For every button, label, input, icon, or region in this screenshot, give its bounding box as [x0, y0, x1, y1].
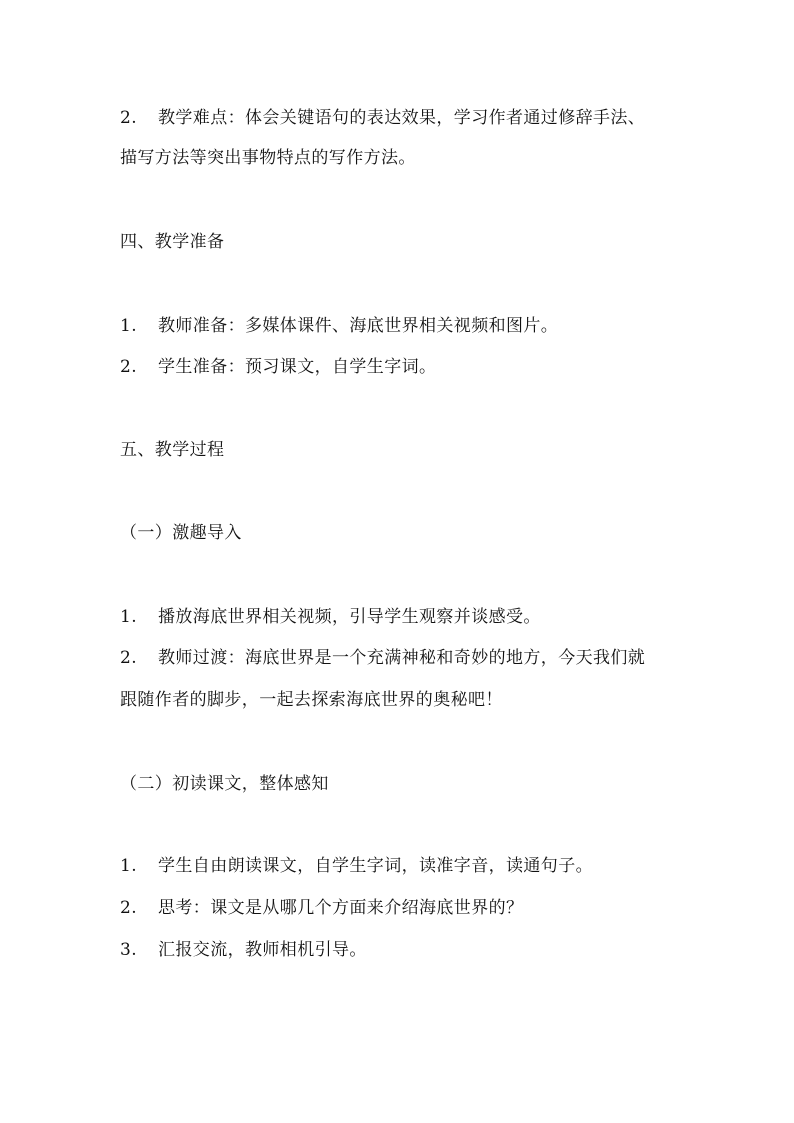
list-number: 1.: [120, 316, 138, 336]
list-item: [120, 606, 541, 628]
list-item-text: 学生自由朗读课文，自学生字词，读准字音，读通句子。: [158, 856, 593, 876]
list-item-continuation: 跟随作者的脚步，一起去探索海底世界的奥秘吧！: [120, 690, 503, 710]
list-number: 2.: [120, 357, 138, 377]
list-item: [120, 897, 523, 919]
list-item: [120, 647, 645, 669]
section-heading-prep: 四、教学准备: [120, 232, 225, 252]
list-item-text: 汇报交流，教师相机引导。: [158, 940, 367, 960]
difficulty-text-1: 教学难点：体会关键语句的表达效果，学习作者通过修辞手法、: [158, 108, 646, 128]
list-item-text: 教师过渡：海底世界是一个充满神秘和奇妙的地方，今天我们就: [158, 648, 646, 668]
list-item: [120, 315, 558, 337]
list-item-text: 学生准备：预习课文，自学生字词。: [158, 357, 437, 377]
list-item-text: 教师准备：多媒体课件、海底世界相关视频和图片。: [158, 316, 559, 336]
list-item: [120, 855, 593, 877]
list-item-text: 播放海底世界相关视频，引导学生观察并谈感受。: [158, 607, 541, 627]
subsection-heading-reading: （二）初读课文，整体感知: [120, 774, 329, 794]
list-number: 2.: [120, 108, 138, 128]
difficulty-line: [120, 107, 645, 129]
list-number: 3.: [120, 940, 138, 960]
list-number: 2.: [120, 648, 138, 668]
list-item: [120, 356, 436, 378]
list-item: [120, 939, 367, 961]
list-number: 1.: [120, 607, 138, 627]
section-heading-process: 五、教学过程: [120, 440, 225, 460]
subsection-heading-intro: （一）激趣导入: [120, 523, 242, 543]
list-number: 2.: [120, 898, 138, 918]
difficulty-text-2: 描写方法等突出事物特点的写作方法。: [120, 148, 416, 168]
list-item-text: 思考：课文是从哪几个方面来介绍海底世界的？: [158, 898, 524, 918]
list-number: 1.: [120, 856, 138, 876]
